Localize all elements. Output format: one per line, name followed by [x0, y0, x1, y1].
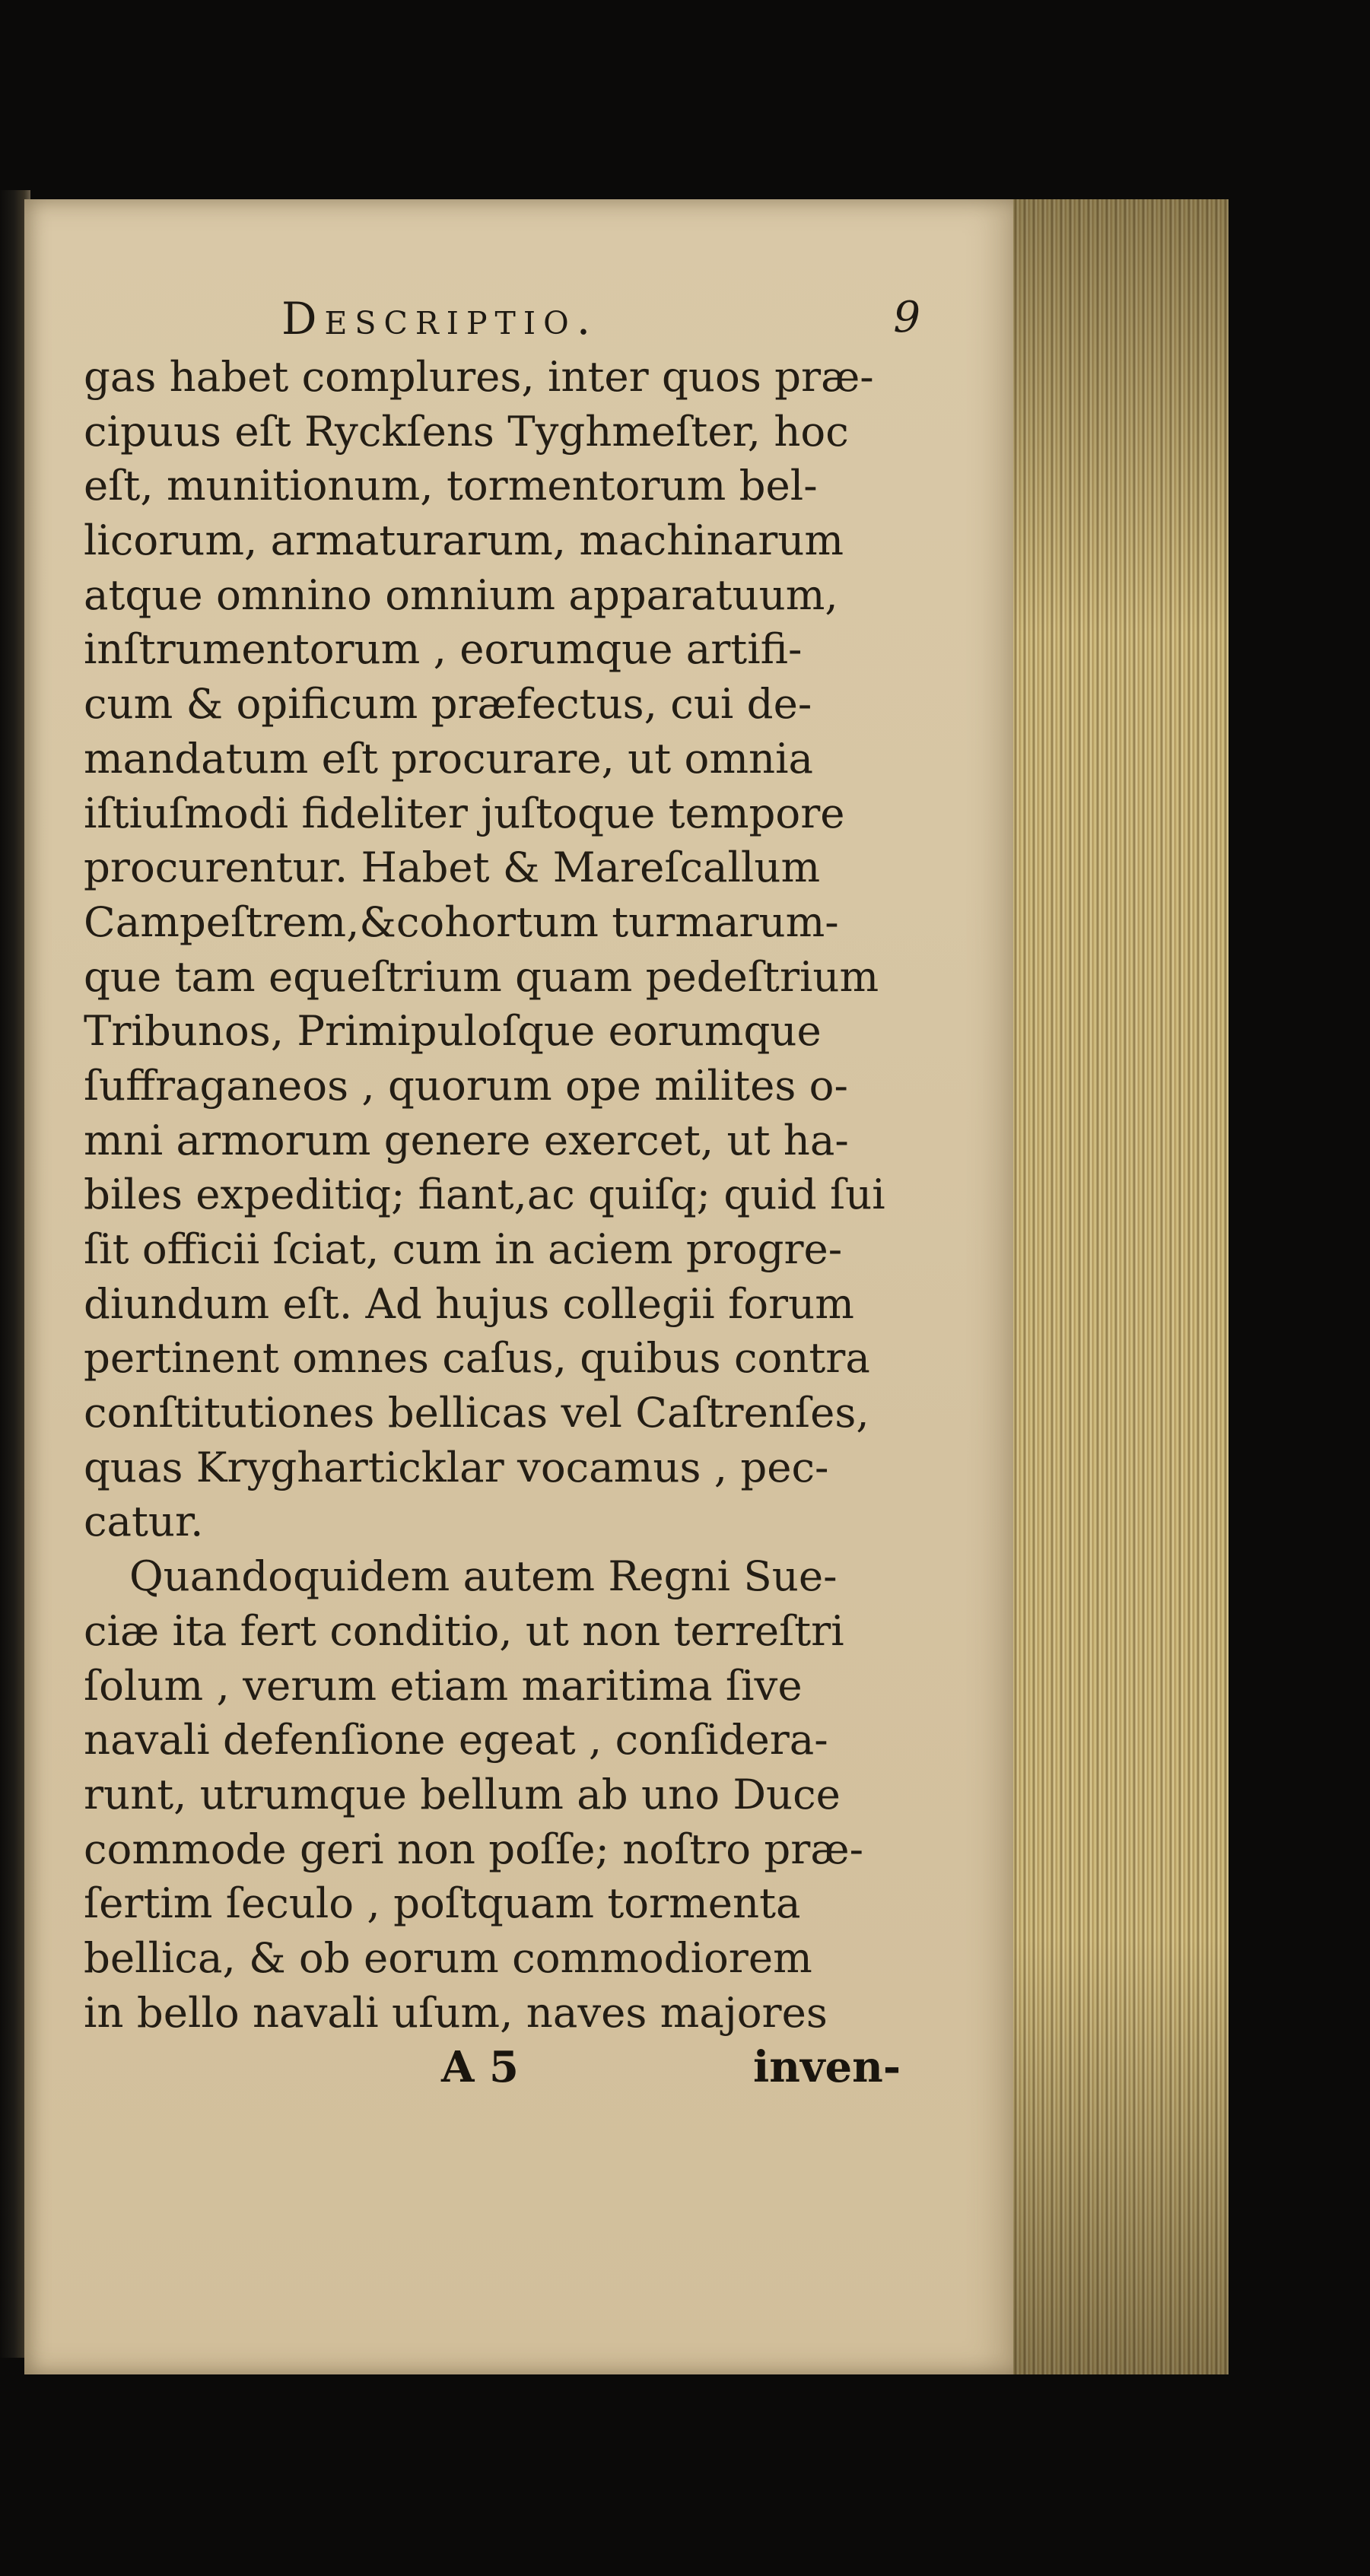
text-line: Campeſtrem,&cohortum turmarum- [84, 897, 839, 946]
text-line: conſtitutiones bellicas vel Caſtrenſes, [84, 1388, 869, 1437]
text-line: bellica, & ob eorum commodiorem [84, 1933, 812, 1982]
text-line: iſtiuſmodi fideliter juſtoque tempore [84, 788, 845, 837]
text-line: ſertim ſeculo , poſtquam tormenta [84, 1879, 801, 1928]
text-line: gas habet complures, inter quos præ- [84, 352, 874, 401]
page-edges-stack [993, 199, 1229, 2374]
paragraph-start-line: Quandoquidem autem Regni Sue- [129, 1552, 838, 1601]
text-line: mni armorum genere exercet, ut ha- [84, 1115, 849, 1164]
text-line: biles expeditiq; fiant,ac quiſq; quid ſui [84, 1170, 885, 1219]
text-line: runt, utrumque bellum ab uno Duce [84, 1769, 841, 1818]
text-line: ciæ ita fert conditio, ut non terreſtri [84, 1606, 844, 1655]
text-line: inſtrumentorum , eorumque artifi- [84, 624, 803, 674]
text-line: procurentur. Habet & Mareſcallum [84, 843, 821, 892]
text-line: diundum eſt. Ad hujus collegii forum [84, 1278, 854, 1328]
page-number: 9 [893, 293, 920, 342]
text-line: licorum, armaturarum, machinarum [84, 516, 844, 565]
text-line: ſolum , verum etiam maritima ſive [84, 1660, 803, 1710]
page-footer [84, 2042, 901, 2097]
text-line: in bello navali uſum, naves majores [84, 1987, 828, 2037]
right-background [1229, 0, 1370, 2576]
catchword: inven- [753, 2042, 901, 2092]
body-text [84, 350, 898, 2040]
signature-mark: A 5 [441, 2042, 519, 2092]
text-line: ſuffraganeos , quorum ope milites o- [84, 1060, 848, 1110]
text-line: ſit officii ſciat, cum in aciem progre- [84, 1224, 843, 1273]
text-line: cipuus eſt Ryckſens Tyghmeſter, hoc [84, 406, 849, 456]
text-line: pertinent omnes caſus, quibus contra [84, 1333, 870, 1383]
text-line: atque omnino omnium apparatuum, [84, 570, 838, 619]
page-header [281, 293, 920, 354]
book-page [24, 199, 1013, 2374]
running-title: Descriptio. [281, 293, 599, 345]
text-line: commode geri non poſſe; noſtro præ- [84, 1824, 863, 1873]
text-line: quas Krygharticklar vocamus , pec- [84, 1442, 829, 1491]
text-line: que tam equeſtrium quam pedeſtrium [84, 951, 879, 1001]
text-line: navali defenſione egeat , conſidera- [84, 1715, 828, 1764]
text-line: cum & opificum præfectus, cui de- [84, 679, 812, 729]
text-line: catur. [84, 1497, 204, 1546]
text-line: mandatum eſt procurare, ut omnia [84, 733, 814, 783]
text-line: Tribunos, Primipuloſque eorumque [84, 1006, 822, 1056]
text-line: eſt, munitionum, tormentorum bel- [84, 461, 818, 510]
